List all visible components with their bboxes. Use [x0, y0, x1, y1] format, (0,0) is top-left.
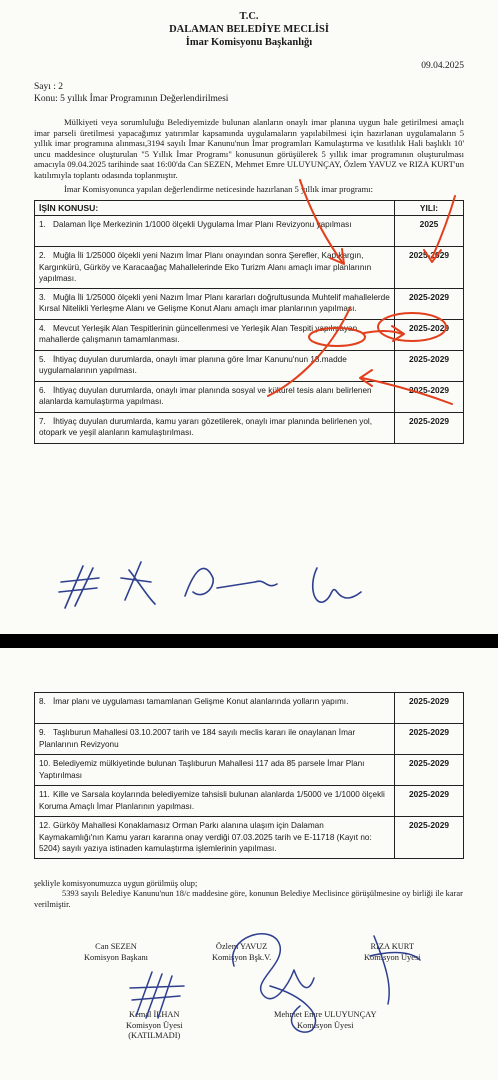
row-number: 6.	[39, 385, 46, 395]
row-topic	[35, 412, 395, 443]
letterhead-commission: İmar Komisyonu Başkanlığı	[185, 37, 313, 48]
reference-number: Sayı : 2	[34, 82, 64, 92]
signer-role: Komisyon Bşk.V.	[212, 952, 272, 962]
row-year: 2025-2029	[395, 381, 464, 412]
signer-note: (KATILMADI)	[128, 1031, 181, 1040]
row-text: Muğla İli 1/25000 ölçekli yeni Nazım İmar Planı onayından sonra Şerefler, Kapıkargın, Kargınkürü, Gürköy ve Karacaağaç Mahallelerinde Eko Turizm Alanı amaçlı imar planlarının yapılması.	[39, 251, 372, 284]
second-paragraph: İmar Komisyonunca yapılan değerlendirme neticesinde hazırlanan 5 yıllık imar programı:	[64, 183, 374, 194]
table-row	[35, 350, 464, 381]
row-number: 10.	[39, 759, 51, 768]
row-number: 12.	[39, 821, 51, 830]
closing-line-2: 5393 sayılı Belediye Kanunu'nun 18/c maddesine göre, konunun Belediye Meclisince görüşülmesine oy birliği ile karar verilmiştir.	[34, 889, 463, 909]
table-row	[35, 817, 464, 859]
program-table-part-2	[34, 692, 464, 859]
signer-name: Kemal İLHAN	[129, 1010, 180, 1019]
row-text: İhtiyaç duyulan durumlarda, kamu yararı gözetilerek, onaylı imar planında belirlenen yol, otopark ve yeşil alanların kamulaştırılması.	[39, 416, 373, 438]
signature-can-sezen	[84, 942, 148, 963]
program-table-part-1	[34, 200, 464, 444]
table-row	[35, 786, 464, 817]
row-number: 8.	[39, 697, 46, 706]
row-year: 2025-2029	[395, 755, 464, 786]
document-page-2	[0, 648, 498, 1080]
row-topic	[35, 817, 395, 859]
column-header-topic: İŞİN KONUSU:	[35, 201, 395, 216]
row-year: 2025-2029	[395, 247, 464, 289]
intro-paragraph: Mülkiyeti veya sorumluluğu Belediyemizde bulunan alanların onaylı imar planına uygun hale getirilmesi amaçlı imar parseli üretilmesi yapacağımız yatırımlar kapsamında uygulamaların yapılabilmesi için hazırlanan uygulamaların 5 yıllık imar programına alınması,3194 sayılı İmar Kanunu'nun İmar programları Kamulaştırma ve kısıtlılık Hali başlıklı 10' uncu maddesince oluşturulan "5 Yıllık İmar Programı" konusunun görüşülerek 5 yıllık imar programının oluşturulması amacıyla 09.04.2025 tarihinde saat 16:00'da Can SEZEN, Mehmet Emre ULUYUNÇAY, Özlem YAVUZ ve RIZA KURT'un katılımıyla toplantı odasında toplanmıştır.	[34, 117, 464, 180]
page1-initials-signature	[55, 548, 375, 618]
signer-name: RIZA KURT	[370, 942, 414, 951]
row-number: 2.	[39, 251, 46, 261]
row-topic	[35, 319, 395, 350]
row-year: 2025-2029	[395, 786, 464, 817]
row-number: 11.	[39, 790, 50, 799]
row-number: 5.	[39, 354, 46, 364]
subject-line: Konu: 5 yıllık İmar Programının Değerlendirilmesi	[34, 94, 229, 104]
row-number: 7.	[39, 416, 46, 426]
row-text: İmar planı ve uygulaması tamamlanan Gelişme Konut alanlarında yolların yapımı.	[53, 697, 349, 706]
signer-name: Özlem YAVUZ	[215, 942, 268, 951]
row-year: 2025-2029	[395, 693, 464, 724]
row-topic	[35, 247, 395, 289]
row-topic	[35, 693, 395, 724]
row-text: Belediyemiz mülkiyetinde bulunan Taşlıburun Mahallesi 117 ada 85 parsele İmar Planı Yaptırılması	[39, 759, 365, 780]
signature-block	[34, 916, 464, 1066]
row-topic	[35, 288, 395, 319]
table-row	[35, 724, 464, 755]
row-text: İhtiyaç duyulan durumlarda, onaylı imar planında sosyal ve kültürel tesis alanı belirlenen alanlarda kamulaştırma yapılması.	[39, 385, 372, 407]
letterhead-tc: T.C.	[239, 11, 259, 22]
signer-role: Komisyon Üyesi	[126, 1020, 183, 1030]
signature-ozlem-yavuz	[212, 942, 271, 963]
row-text: Muğla İli 1/25000 ölçekli yeni Nazım İmar Planı kararları doğrultusunda Muhtelif mahallelerde Kırsal Nitelikli Yerleşme Alanı ve Gelişme Konut Alanı amaçlı imar planlarının yapılması.	[39, 292, 390, 314]
row-text: Gürköy Mahallesi Konaklamasız Orman Parkı alanına ulaşım için Dalaman Kaymakamlığı'nın Kamu yararı kararına onay verdiği 07.03.2025 tarih ve E-11718 (Kayıt no: 5204) sayılı yazıya istinaden kamulaştırma işlemlerinin yapılması.	[39, 821, 372, 853]
row-year: 2025-2029	[395, 350, 464, 381]
table-row	[35, 693, 464, 724]
table-row	[35, 288, 464, 319]
row-topic	[35, 381, 395, 412]
closing-statement	[34, 879, 464, 911]
document-date: 09.04.2025	[421, 61, 464, 71]
row-text: Taşlıburun Mahallesi 03.10.2007 tarih ve 184 sayılı meclis kararı ile onaylanan İmar Planlarının Revizyonu	[39, 728, 356, 749]
closing-line-1: şekliyle komisyonumuzca uygun görülmüş olup;	[34, 878, 198, 888]
column-header-year: YILI:	[395, 201, 464, 216]
signature-riza-kurt	[364, 942, 421, 963]
row-number: 4.	[39, 323, 46, 333]
row-text: Mevcut Yerleşik Alan Tespitlerinin güncellenmesi ve Yerleşik Alan Tespiti yapılmayan mahallerde çalışmanın tamamlanması.	[39, 323, 358, 345]
row-topic	[35, 786, 395, 817]
letterhead	[34, 10, 464, 49]
row-number: 1.	[39, 220, 46, 230]
row-text: Kille ve Sarsala koylarında belediyemize tahsisli bulunan alanlarda 1/5000 ve 1/1000 ölçekli Koruma Amaçlı İmar Planlarının yapılması.	[39, 790, 385, 811]
signer-role: Komisyon Üyesi	[364, 952, 421, 962]
table-row	[35, 319, 464, 350]
signer-name: Mehmet Emre ULUYUNÇAY	[274, 1010, 377, 1019]
table-row	[35, 755, 464, 786]
reference-block	[34, 81, 464, 105]
row-topic	[35, 350, 395, 381]
row-year: 2025-2029	[395, 724, 464, 755]
row-year: 2025-2029	[395, 412, 464, 443]
signer-role: Komisyon Üyesi	[296, 1020, 354, 1030]
row-topic	[35, 724, 395, 755]
row-text: Dalaman İlçe Merkezinin 1/1000 ölçekli Uygulama İmar Planı Revizyonu yapılması	[53, 220, 352, 230]
table-row	[35, 247, 464, 289]
row-topic	[35, 755, 395, 786]
table-row	[35, 412, 464, 443]
row-number: 9.	[39, 728, 46, 737]
row-year: 2025-2029	[395, 319, 464, 350]
signer-name: Can SEZEN	[95, 942, 137, 951]
row-topic	[35, 216, 395, 247]
row-text: İhtiyaç duyulan durumlarda, onaylı imar planına göre İmar Kanunu'nun 18.madde uygulamalarının yapılması.	[39, 354, 347, 376]
row-year: 2025-2029	[395, 288, 464, 319]
row-year: 2025-2029	[395, 817, 464, 859]
letterhead-council: DALAMAN BELEDİYE MECLİSİ	[169, 24, 329, 35]
signature-mehmet-emre-uluyuncay	[274, 1010, 377, 1031]
signer-role: Komisyon Başkanı	[84, 952, 148, 962]
table-row	[35, 216, 464, 247]
row-number: 3.	[39, 292, 46, 302]
table-row	[35, 381, 464, 412]
row-year: 2025	[395, 216, 464, 247]
signature-kemal-ilhan	[126, 1010, 183, 1042]
table-header-row	[35, 201, 464, 216]
